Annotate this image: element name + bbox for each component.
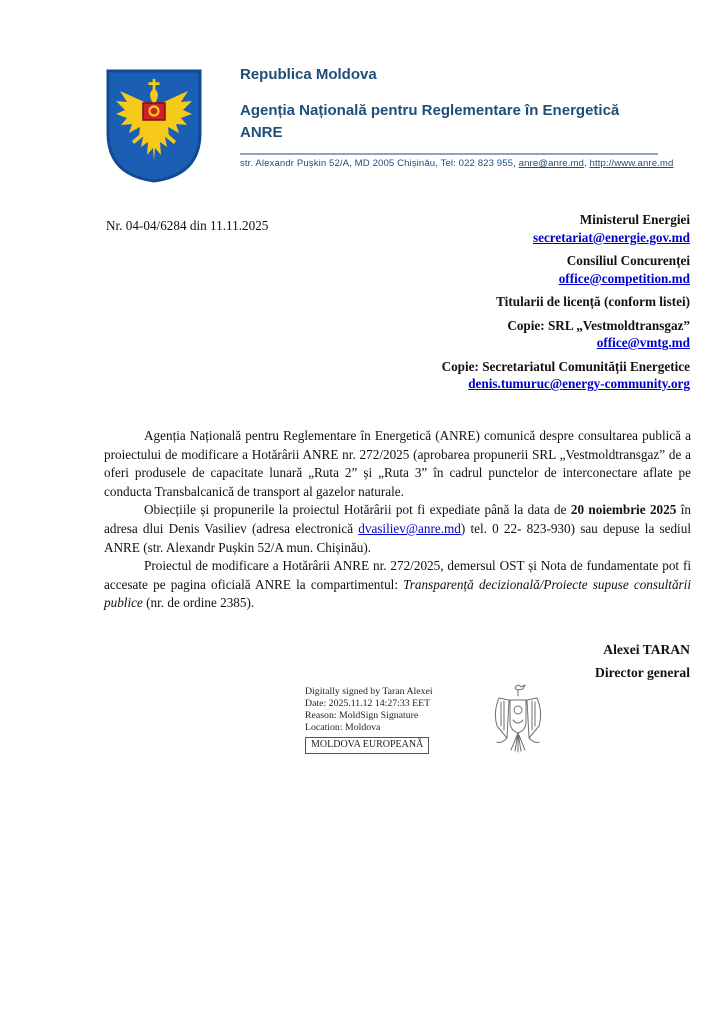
recipient-vestmoldtransgaz	[260, 317, 690, 352]
anre-website-link[interactable]: http://www.anre.md	[589, 158, 674, 169]
recipient-name: Copie: Secretariatul Comunității Energetice	[441, 358, 690, 374]
letterhead-contact	[240, 158, 674, 169]
paragraph-text: Proiectul de modificare a Hotărârii ANRE nr. 272/2025, demersul OST și Nota de fundamentate pot fi accesate pe pagina oficială ANRE la compartimentul:	[104, 558, 691, 592]
recipient-email-link[interactable]: secretariat@energie.gov.md	[532, 229, 690, 245]
body-paragraph-3	[104, 557, 691, 613]
dvasiliev-email-link[interactable]: dvasiliev@anre.md	[358, 520, 461, 536]
letterhead-divider	[240, 153, 658, 155]
agency-acronym: ANRE	[240, 124, 283, 141]
recipient-ministerul-energiei	[260, 211, 690, 246]
body-paragraph-1	[104, 427, 691, 501]
contact-address: str. Alexandr Pușkin 52/A, MD 2005 Chișinău, Tel: 022 823 955,	[240, 158, 519, 169]
signatory-name: Alexei TARAN	[603, 642, 690, 657]
paragraph-text: (nr. de ordine 2385).	[142, 595, 255, 611]
state-emblem-stamp-icon	[487, 680, 549, 756]
recipient-consiliul-concurentei	[260, 252, 690, 287]
deadline-date: 20 noiembrie 2025	[570, 502, 677, 518]
recipient-email-link[interactable]: denis.tumuruc@energy-community.org	[468, 376, 690, 391]
digital-signature-block	[305, 686, 433, 754]
recipients-block	[260, 211, 690, 399]
recipient-name: Ministerul Energiei	[579, 212, 690, 227]
recipient-name: Titularii de licență (conform listei)	[496, 294, 690, 309]
digital-signature-date: Date: 2025.11.12 14:27:33 EET	[305, 698, 431, 709]
letterhead-country: Republica Moldova	[240, 66, 377, 83]
website-section-name: Transparență decizională/Proiecte supuse consultării publice	[104, 576, 691, 611]
recipient-titularii-licenta	[260, 293, 690, 311]
signatory-title: Director general	[595, 665, 690, 680]
contact-separator: ,	[584, 158, 590, 169]
paragraph-text: ) tel. 0 22- 823-930) sau depuse la sediul ANRE (str. Alexandr Pușkin 52/A mun. Chișinău).	[104, 520, 691, 555]
recipient-email-link[interactable]: office@competition.md	[558, 270, 690, 286]
recipient-secretariat-comunitate-energetica	[260, 358, 690, 393]
recipient-email-link[interactable]: office@vmtg.md	[596, 335, 690, 350]
paragraph-text: Obiecțiile și propunerile la proiectul Hotărârii pot fi expediate până la data de	[144, 502, 571, 518]
agency-name: Agenția Națională pentru Reglementare în Energetică	[240, 102, 620, 119]
recipient-name: Consiliul Concurenței	[566, 253, 690, 268]
paragraph-text: în adresa dlui Denis Vasiliev (adresa electronică	[104, 502, 691, 536]
signature-block	[595, 638, 690, 684]
moldova-europeana-badge: MOLDOVA EUROPEANĂ	[305, 737, 429, 754]
letter-body	[104, 427, 691, 613]
digital-signature-reason: Reason: MoldSign Signature	[305, 710, 419, 721]
digital-signature-signer: Digitally signed by Taran Alexei	[305, 686, 433, 697]
letterhead	[240, 66, 674, 169]
paragraph-text: Agenția Națională pentru Reglementare în Energetică (ANRE) comunică despre consultarea publică a proiectului de modificare a Hotărârii ANRE nr. 272/2025 (aprobarea propunerii SRL „Vestmoldtransgaz” de a oferi produsele de capacitate lunară „Ruta 2” și „Ruta 3” în cadrul punctelor de interconectare aflate pe conducta Transbalcanică de transport al gazelor naturale.	[104, 428, 691, 499]
moldova-coat-of-arms-icon	[104, 67, 204, 185]
letterhead-agency	[240, 100, 658, 144]
reference-number: Nr. 04-04/6284 din 11.11.2025	[106, 218, 269, 233]
anre-email-link[interactable]: anre@anre.md	[518, 158, 584, 169]
body-paragraph-2	[104, 501, 691, 557]
digital-signature-location: Location: Moldova	[305, 722, 381, 733]
recipient-name: Copie: SRL „Vestmoldtransgaz”	[507, 317, 690, 333]
